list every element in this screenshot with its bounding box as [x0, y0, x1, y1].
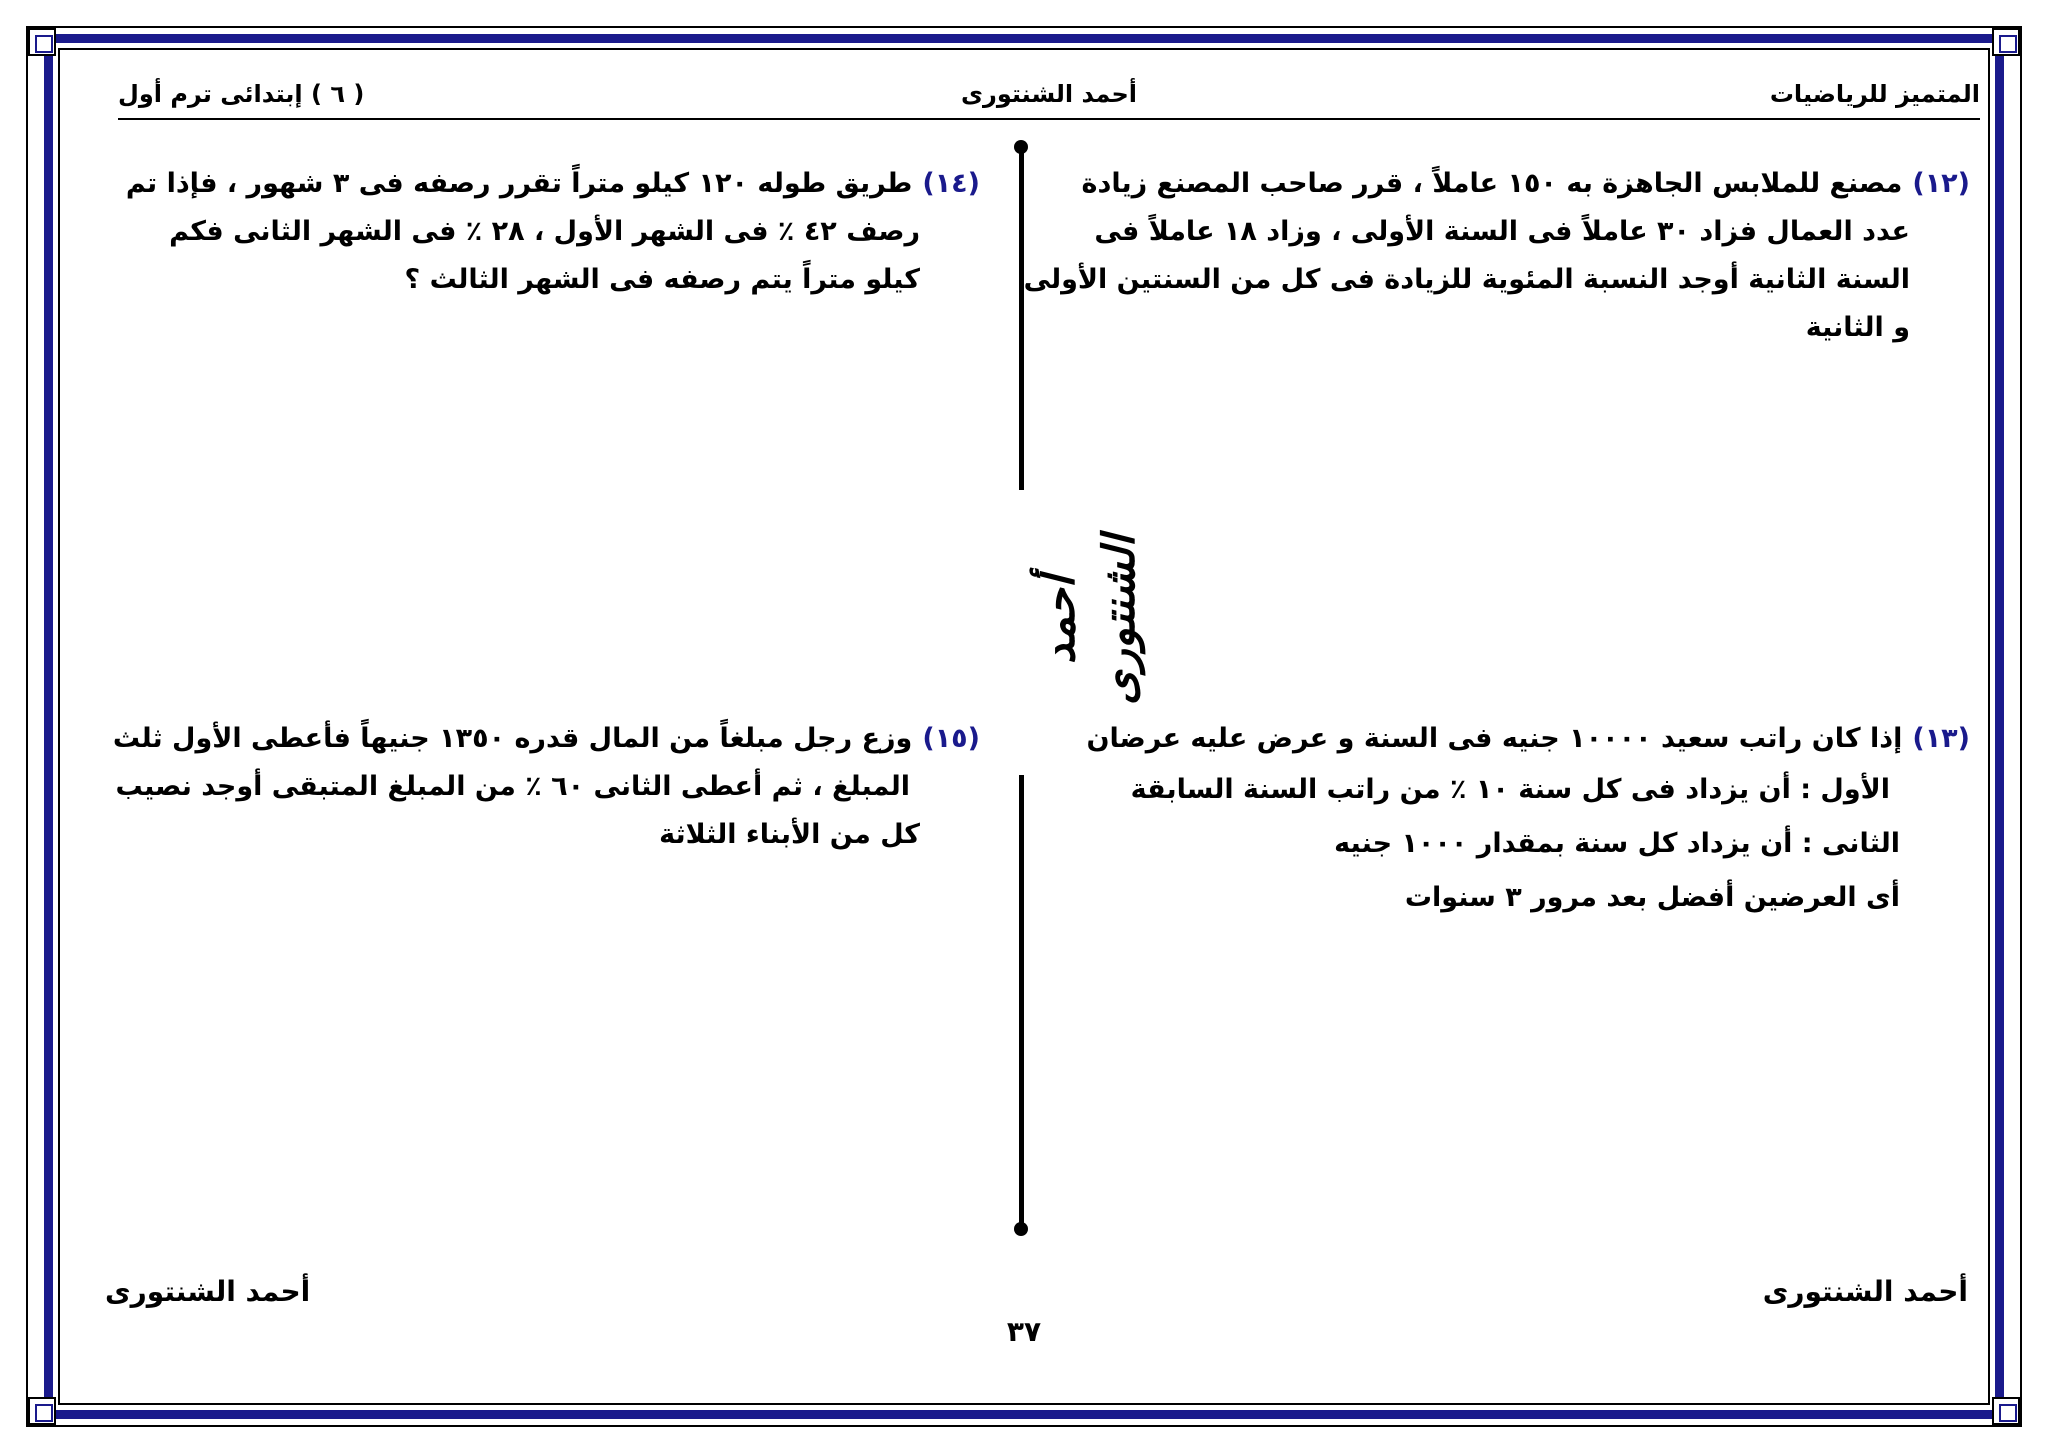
header-author: أحمد الشنتورى — [961, 80, 1137, 108]
question-12-line-4: و الثانية — [1805, 312, 1910, 343]
question-14-line-2: رصف ٤٢ ٪ فى الشهر الأول ، ٢٨ ٪ فى الشهر الثانى فكم — [169, 216, 920, 247]
question-14 — [120, 160, 980, 304]
question-15-line-2: المبلغ ، ثم أعطى الثانى ٦٠ ٪ من المبلغ المتبقى أوجد نصيب — [115, 771, 910, 802]
corner-ornament-bottom-right — [1992, 1397, 2020, 1425]
question-14-line-1: (١٤)طريق طوله ١٢٠ كيلو متراً تقرر رصفه فى ٣ شهور ، فإذا تم — [125, 168, 980, 199]
question-15-number: (١٥) — [922, 723, 980, 754]
question-14-line-3: كيلو متراً يتم رصفه فى الشهر الثالث ؟ — [404, 264, 920, 295]
question-13-line-1: (١٣)إذا كان راتب سعيد ١٠٠٠٠ جنيه فى السنة و عرض عليه عرضان — [1086, 723, 1970, 754]
question-13-question: أى العرضين أفضل بعد مرور ٣ سنوات — [1404, 882, 1900, 913]
header-grade-term: ( ٦ ) إبتدائى ترم أول — [118, 80, 365, 108]
question-13 — [1070, 715, 1970, 925]
question-15-line-3: كل من الأبناء الثلاثة — [659, 819, 920, 850]
question-12 — [1023, 160, 1970, 352]
question-14-number: (١٤) — [922, 168, 980, 199]
page-header — [118, 78, 1980, 120]
corner-ornament-top-left — [28, 28, 56, 56]
question-15 — [112, 715, 980, 859]
corner-ornament-bottom-left — [28, 1397, 56, 1425]
question-13-option-2: الثانى : أن يزداد كل سنة بمقدار ١٠٠٠ جنيه — [1334, 828, 1900, 859]
question-12-line-1: (١٢)مصنع للملابس الجاهزة به ١٥٠ عاملاً ، قرر صاحب المصنع زيادة — [1081, 168, 1970, 199]
divider-line-top — [1019, 146, 1024, 490]
divider-author-name: أحمد الشنتورى — [1034, 535, 1145, 705]
question-12-line-3: السنة الثانية أوجد النسبة المئوية للزيادة فى كل من السنتين الأولى — [1023, 264, 1910, 295]
corner-ornament-top-right — [1992, 28, 2020, 56]
question-13-number: (١٣) — [1912, 723, 1970, 754]
question-12-line-2: عدد العمال فزاد ٣٠ عاملاً فى السنة الأولى ، وزاد ١٨ عاملاً فى — [1094, 216, 1910, 247]
question-13-option-1: الأول : أن يزداد فى كل سنة ١٠ ٪ من راتب السنة السابقة — [1130, 774, 1890, 805]
question-12-number: (١٢) — [1912, 168, 1970, 199]
page-number: ٣٧ — [1006, 1315, 1042, 1348]
footer-author-left: أحمد الشنتورى — [105, 1275, 311, 1308]
divider-bottom-dot — [1014, 1222, 1028, 1236]
header-book-title: المتميز للرياضيات — [1769, 80, 1980, 108]
question-15-line-1: (١٥)وزع رجل مبلغاً من المال قدره ١٣٥٠ جنيهاً فأعطى الأول ثلث — [112, 723, 980, 754]
footer-author-right: أحمد الشنتورى — [1762, 1275, 1968, 1308]
divider-line-bottom — [1019, 775, 1024, 1227]
